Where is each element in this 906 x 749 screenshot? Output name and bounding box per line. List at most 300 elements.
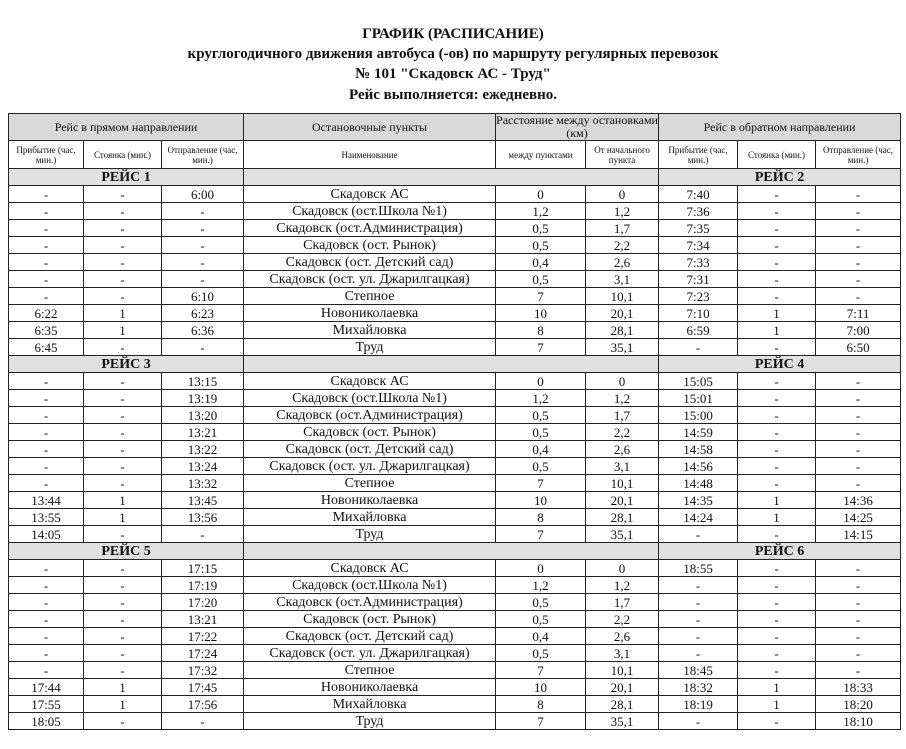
- table-cell: -: [816, 458, 901, 475]
- table-cell: 1,7: [586, 220, 659, 237]
- table-cell: -: [84, 203, 162, 220]
- table-cell: 3,1: [586, 271, 659, 288]
- table-cell: 17:44: [9, 679, 84, 696]
- table-cell: -: [659, 628, 738, 645]
- table-cell: -: [738, 271, 816, 288]
- stop-name-cell: Труд: [244, 339, 496, 356]
- stop-name-cell: Новониколаевка: [244, 305, 496, 322]
- table-cell: 2,6: [586, 254, 659, 271]
- stop-name-cell: Степное: [244, 288, 496, 305]
- table-cell: -: [816, 441, 901, 458]
- schedule-note: Рейс выполняется: ежедневно.: [348, 87, 557, 103]
- table-cell: -: [738, 254, 816, 271]
- table-cell: 0: [586, 560, 659, 577]
- table-cell: 2,2: [586, 237, 659, 254]
- table-cell: -: [816, 560, 901, 577]
- table-cell: 15:00: [659, 407, 738, 424]
- table-row: [9, 458, 901, 475]
- table-cell: 6:59: [659, 322, 738, 339]
- table-cell: 13:19: [162, 390, 244, 407]
- table-cell: 6:23: [162, 305, 244, 322]
- schedule-table: [8, 113, 901, 730]
- table-cell: -: [659, 526, 738, 543]
- table-cell: -: [659, 611, 738, 628]
- table-cell: 7: [496, 475, 586, 492]
- table-cell: -: [84, 407, 162, 424]
- table-cell: 14:48: [659, 475, 738, 492]
- table-row: [9, 509, 901, 526]
- table-cell: 6:50: [816, 339, 901, 356]
- table-row: [9, 220, 901, 237]
- table-cell: 17:55: [9, 696, 84, 713]
- stop-name-cell: Михайловка: [244, 509, 496, 526]
- stop-name-cell: Скадовск АС: [244, 560, 496, 577]
- trip-header-row: [9, 356, 901, 373]
- table-cell: 1: [738, 492, 816, 509]
- table-cell: -: [738, 628, 816, 645]
- table-row: [9, 322, 901, 339]
- table-cell: -: [738, 339, 816, 356]
- table-cell: 0,5: [496, 594, 586, 611]
- table-cell: 0,5: [496, 611, 586, 628]
- table-cell: 7:36: [659, 203, 738, 220]
- table-cell: -: [659, 577, 738, 594]
- table-cell: 0,4: [496, 441, 586, 458]
- table-cell: 10: [496, 492, 586, 509]
- stop-name-cell: Скадовск (ост. ул. Джарилгацкая): [244, 271, 496, 288]
- table-cell: -: [816, 254, 901, 271]
- table-cell: 14:24: [659, 509, 738, 526]
- table-cell: -: [738, 577, 816, 594]
- table-cell: -: [738, 186, 816, 203]
- stop-name-cell: Скадовск (ост. Детский сад): [244, 254, 496, 271]
- table-row: [9, 696, 901, 713]
- table-cell: 13:22: [162, 441, 244, 458]
- table-cell: -: [84, 441, 162, 458]
- table-cell: 18:10: [816, 713, 901, 730]
- table-cell: -: [162, 526, 244, 543]
- table-cell: -: [9, 186, 84, 203]
- table-cell: 17:15: [162, 560, 244, 577]
- table-row: [9, 492, 901, 509]
- table-cell: 0,4: [496, 628, 586, 645]
- stop-name-cell: Труд: [244, 526, 496, 543]
- name-header: Наименование: [244, 141, 496, 169]
- table-cell: -: [9, 441, 84, 458]
- table-cell: 1: [738, 679, 816, 696]
- table-cell: -: [84, 186, 162, 203]
- table-cell: -: [659, 339, 738, 356]
- table-cell: 17:45: [162, 679, 244, 696]
- table-cell: -: [9, 475, 84, 492]
- table-cell: -: [816, 288, 901, 305]
- table-cell: 1: [84, 322, 162, 339]
- table-cell: 0,5: [496, 458, 586, 475]
- table-row: [9, 288, 901, 305]
- table-cell: 28,1: [586, 509, 659, 526]
- from-start-header: От начального пункта: [586, 141, 659, 169]
- table-cell: -: [84, 373, 162, 390]
- table-cell: -: [9, 594, 84, 611]
- table-cell: -: [816, 373, 901, 390]
- table-cell: -: [9, 220, 84, 237]
- table-cell: -: [84, 254, 162, 271]
- trip-reverse-label: РЕЙС 4: [659, 356, 901, 373]
- table-cell: -: [162, 237, 244, 254]
- table-row: [9, 526, 901, 543]
- table-cell: 7:31: [659, 271, 738, 288]
- forward-stay-header: Стоянка (мин.): [84, 141, 162, 169]
- table-cell: -: [9, 373, 84, 390]
- reverse-arrival-header: Прибытие (час, мин.): [659, 141, 738, 169]
- reverse-stay-header: Стоянка (мин.): [738, 141, 816, 169]
- table-cell: -: [816, 186, 901, 203]
- table-cell: -: [9, 560, 84, 577]
- trip-forward-label: РЕЙС 5: [9, 543, 244, 560]
- table-cell: 7:00: [816, 322, 901, 339]
- table-cell: 1,2: [586, 390, 659, 407]
- table-cell: 1,2: [496, 577, 586, 594]
- table-cell: 6:35: [9, 322, 84, 339]
- stop-name-cell: Новониколаевка: [244, 492, 496, 509]
- stop-name-cell: Скадовск (ост. Рынок): [244, 237, 496, 254]
- table-row: [9, 390, 901, 407]
- table-cell: -: [162, 220, 244, 237]
- trip-header-row: [9, 169, 901, 186]
- table-cell: 14:35: [659, 492, 738, 509]
- stop-name-cell: Скадовск (ост. ул. Джарилгацкая): [244, 458, 496, 475]
- table-cell: 18:32: [659, 679, 738, 696]
- table-cell: 1,7: [586, 594, 659, 611]
- table-cell: 7:33: [659, 254, 738, 271]
- table-cell: 0: [586, 186, 659, 203]
- table-cell: -: [738, 390, 816, 407]
- stop-name-cell: Новониколаевка: [244, 679, 496, 696]
- table-cell: 28,1: [586, 696, 659, 713]
- stop-name-cell: Степное: [244, 662, 496, 679]
- table-cell: 35,1: [586, 713, 659, 730]
- table-cell: 6:00: [162, 186, 244, 203]
- table-cell: 7: [496, 526, 586, 543]
- table-cell: -: [162, 254, 244, 271]
- table-cell: 10,1: [586, 475, 659, 492]
- table-cell: -: [659, 713, 738, 730]
- table-cell: 13:56: [162, 509, 244, 526]
- reverse-header: Рейс в обратном направлении: [659, 114, 901, 141]
- stop-name-cell: Скадовск (ост.Администрация): [244, 407, 496, 424]
- table-cell: 1: [738, 696, 816, 713]
- table-cell: -: [84, 713, 162, 730]
- stop-name-cell: Скадовск (ост.Администрация): [244, 594, 496, 611]
- table-cell: 14:56: [659, 458, 738, 475]
- table-cell: 0: [496, 373, 586, 390]
- table-row: [9, 628, 901, 645]
- table-cell: -: [84, 271, 162, 288]
- table-cell: -: [738, 373, 816, 390]
- table-cell: 17:56: [162, 696, 244, 713]
- table-cell: 15:01: [659, 390, 738, 407]
- table-row: [9, 237, 901, 254]
- table-cell: 7: [496, 662, 586, 679]
- table-cell: 2,2: [586, 424, 659, 441]
- table-cell: -: [162, 713, 244, 730]
- table-cell: 0: [586, 373, 659, 390]
- table-row: [9, 305, 901, 322]
- table-cell: -: [659, 645, 738, 662]
- table-cell: 20,1: [586, 679, 659, 696]
- table-cell: -: [84, 237, 162, 254]
- table-row: [9, 373, 901, 390]
- table-cell: -: [84, 475, 162, 492]
- stop-name-cell: Михайловка: [244, 322, 496, 339]
- table-cell: 1,7: [586, 407, 659, 424]
- table-cell: -: [84, 577, 162, 594]
- table-cell: -: [816, 475, 901, 492]
- table-cell: -: [84, 662, 162, 679]
- table-row: [9, 203, 901, 220]
- table-cell: -: [84, 220, 162, 237]
- table-row: [9, 271, 901, 288]
- table-cell: 20,1: [586, 492, 659, 509]
- table-cell: 35,1: [586, 339, 659, 356]
- table-cell: -: [162, 203, 244, 220]
- table-cell: 0,5: [496, 407, 586, 424]
- table-cell: -: [816, 424, 901, 441]
- table-row: [9, 662, 901, 679]
- table-cell: 18:20: [816, 696, 901, 713]
- table-cell: 17:24: [162, 645, 244, 662]
- table-cell: 13:44: [9, 492, 84, 509]
- stops-header: Остановочные пункты: [244, 114, 496, 141]
- table-cell: 0: [496, 186, 586, 203]
- table-cell: -: [738, 594, 816, 611]
- stop-name-cell: Скадовск (ост. Детский сад): [244, 441, 496, 458]
- table-cell: 0,5: [496, 237, 586, 254]
- table-cell: 7: [496, 339, 586, 356]
- table-cell: 10: [496, 305, 586, 322]
- table-cell: 7:35: [659, 220, 738, 237]
- table-cell: 8: [496, 696, 586, 713]
- table-cell: 17:19: [162, 577, 244, 594]
- table-cell: -: [738, 441, 816, 458]
- stop-name-cell: Степное: [244, 475, 496, 492]
- trip-reverse-label: РЕЙС 6: [659, 543, 901, 560]
- table-cell: -: [816, 203, 901, 220]
- stop-name-cell: Скадовск АС: [244, 373, 496, 390]
- table-cell: 18:45: [659, 662, 738, 679]
- table-cell: 14:15: [816, 526, 901, 543]
- table-cell: -: [9, 271, 84, 288]
- stop-name-cell: Труд: [244, 713, 496, 730]
- table-cell: -: [84, 560, 162, 577]
- table-cell: -: [9, 645, 84, 662]
- table-cell: -: [84, 611, 162, 628]
- table-row: [9, 254, 901, 271]
- forward-arrival-header: Прибытие (час, мин.): [9, 141, 84, 169]
- table-row: [9, 679, 901, 696]
- table-cell: 1: [84, 305, 162, 322]
- table-cell: 10,1: [586, 288, 659, 305]
- table-cell: -: [9, 288, 84, 305]
- table-cell: 7:10: [659, 305, 738, 322]
- table-row: [9, 577, 901, 594]
- distance-header: Расстояние между остановками (км): [496, 113, 658, 140]
- table-cell: -: [9, 611, 84, 628]
- table-cell: -: [162, 271, 244, 288]
- table-row: [9, 424, 901, 441]
- trip-forward-label: РЕЙС 1: [9, 169, 244, 186]
- stop-name-cell: Скадовск (ост. Рынок): [244, 424, 496, 441]
- table-cell: -: [84, 458, 162, 475]
- table-cell: 7:34: [659, 237, 738, 254]
- table-cell: -: [84, 645, 162, 662]
- table-cell: 18:19: [659, 696, 738, 713]
- table-cell: 7: [496, 288, 586, 305]
- table-cell: -: [9, 254, 84, 271]
- table-cell: 13:21: [162, 611, 244, 628]
- stop-name-cell: Скадовск (ост.Школа №1): [244, 390, 496, 407]
- table-cell: -: [84, 526, 162, 543]
- table-cell: 2,6: [586, 441, 659, 458]
- table-cell: -: [9, 203, 84, 220]
- table-row: [9, 560, 901, 577]
- table-cell: 3,1: [586, 458, 659, 475]
- trip-forward-label: РЕЙС 3: [9, 356, 244, 373]
- table-cell: 6:36: [162, 322, 244, 339]
- table-cell: -: [816, 662, 901, 679]
- table-cell: -: [84, 594, 162, 611]
- table-cell: -: [84, 424, 162, 441]
- table-cell: 6:10: [162, 288, 244, 305]
- table-cell: 18:55: [659, 560, 738, 577]
- table-cell: -: [84, 339, 162, 356]
- table-cell: 14:58: [659, 441, 738, 458]
- table-cell: -: [162, 339, 244, 356]
- table-cell: -: [9, 390, 84, 407]
- forward-departure-header: Отправление (час, мин.): [162, 141, 244, 169]
- table-cell: -: [738, 203, 816, 220]
- table-cell: -: [738, 220, 816, 237]
- table-cell: 10: [496, 679, 586, 696]
- table-cell: 0,5: [496, 645, 586, 662]
- table-cell: -: [738, 458, 816, 475]
- table-cell: 13:21: [162, 424, 244, 441]
- table-cell: 2,2: [586, 611, 659, 628]
- table-cell: 8: [496, 322, 586, 339]
- table-cell: -: [659, 594, 738, 611]
- table-cell: 14:59: [659, 424, 738, 441]
- table-cell: 6:45: [9, 339, 84, 356]
- table-row: [9, 594, 901, 611]
- table-cell: -: [9, 424, 84, 441]
- table-cell: -: [84, 390, 162, 407]
- table-row: [9, 407, 901, 424]
- table-cell: 13:55: [9, 509, 84, 526]
- table-cell: 13:32: [162, 475, 244, 492]
- table-cell: -: [816, 271, 901, 288]
- table-cell: -: [84, 288, 162, 305]
- table-cell: 20,1: [586, 305, 659, 322]
- table-cell: 1,2: [496, 390, 586, 407]
- table-cell: 0,5: [496, 424, 586, 441]
- forward-header: Рейс в прямом направлении: [9, 114, 244, 141]
- table-cell: 2,6: [586, 628, 659, 645]
- table-cell: 0,4: [496, 254, 586, 271]
- header-row-2: [9, 141, 901, 169]
- table-cell: 1: [84, 509, 162, 526]
- table-row: [9, 645, 901, 662]
- header-row-1: [9, 114, 901, 141]
- table-cell: 28,1: [586, 322, 659, 339]
- table-row: [9, 186, 901, 203]
- table-row: [9, 713, 901, 730]
- table-cell: -: [816, 645, 901, 662]
- table-cell: -: [816, 628, 901, 645]
- table-row: [9, 339, 901, 356]
- table-cell: 1,2: [586, 203, 659, 220]
- table-cell: -: [738, 475, 816, 492]
- table-cell: 17:22: [162, 628, 244, 645]
- table-cell: 18:33: [816, 679, 901, 696]
- trip-gap: [244, 543, 659, 560]
- reverse-departure-header: Отправление (час, мин.): [816, 141, 901, 169]
- table-cell: -: [816, 390, 901, 407]
- table-cell: 13:20: [162, 407, 244, 424]
- table-cell: 7: [496, 713, 586, 730]
- table-cell: -: [84, 628, 162, 645]
- between-header: между пунктами: [496, 141, 586, 169]
- table-cell: -: [9, 662, 84, 679]
- table-cell: 18:05: [9, 713, 84, 730]
- table-cell: -: [816, 594, 901, 611]
- table-cell: -: [816, 407, 901, 424]
- table-cell: -: [9, 628, 84, 645]
- table-cell: 6:22: [9, 305, 84, 322]
- trip-gap: [244, 356, 659, 373]
- table-cell: -: [738, 560, 816, 577]
- table-cell: -: [816, 611, 901, 628]
- stop-name-cell: Скадовск (ост. Рынок): [244, 611, 496, 628]
- table-cell: 1,2: [496, 203, 586, 220]
- page-subtitle: круглогодичного движения автобуса (-ов) по маршруту регулярных перевозок: [187, 46, 719, 62]
- page-title: ГРАФИК (РАСПИСАНИЕ): [362, 26, 544, 42]
- stop-name-cell: Скадовск (ост. ул. Джарилгацкая): [244, 645, 496, 662]
- table-cell: 3,1: [586, 645, 659, 662]
- table-cell: 0,5: [496, 271, 586, 288]
- table-cell: 13:45: [162, 492, 244, 509]
- table-cell: -: [738, 611, 816, 628]
- table-cell: 1: [84, 492, 162, 509]
- table-cell: 17:32: [162, 662, 244, 679]
- table-cell: 14:25: [816, 509, 901, 526]
- table-cell: -: [738, 288, 816, 305]
- table-cell: 1: [84, 696, 162, 713]
- table-cell: -: [816, 577, 901, 594]
- stop-name-cell: Скадовск АС: [244, 186, 496, 203]
- table-cell: -: [9, 458, 84, 475]
- trip-gap: [244, 169, 659, 186]
- table-cell: 0,5: [496, 220, 586, 237]
- table-cell: -: [9, 577, 84, 594]
- table-cell: -: [9, 407, 84, 424]
- table-cell: 7:40: [659, 186, 738, 203]
- stop-name-cell: Скадовск (ост. Детский сад): [244, 628, 496, 645]
- table-cell: 14:05: [9, 526, 84, 543]
- stop-name-cell: Скадовск (ост.Школа №1): [244, 577, 496, 594]
- table-row: [9, 611, 901, 628]
- table-cell: -: [738, 526, 816, 543]
- stop-name-cell: Скадовск (ост.Школа №1): [244, 203, 496, 220]
